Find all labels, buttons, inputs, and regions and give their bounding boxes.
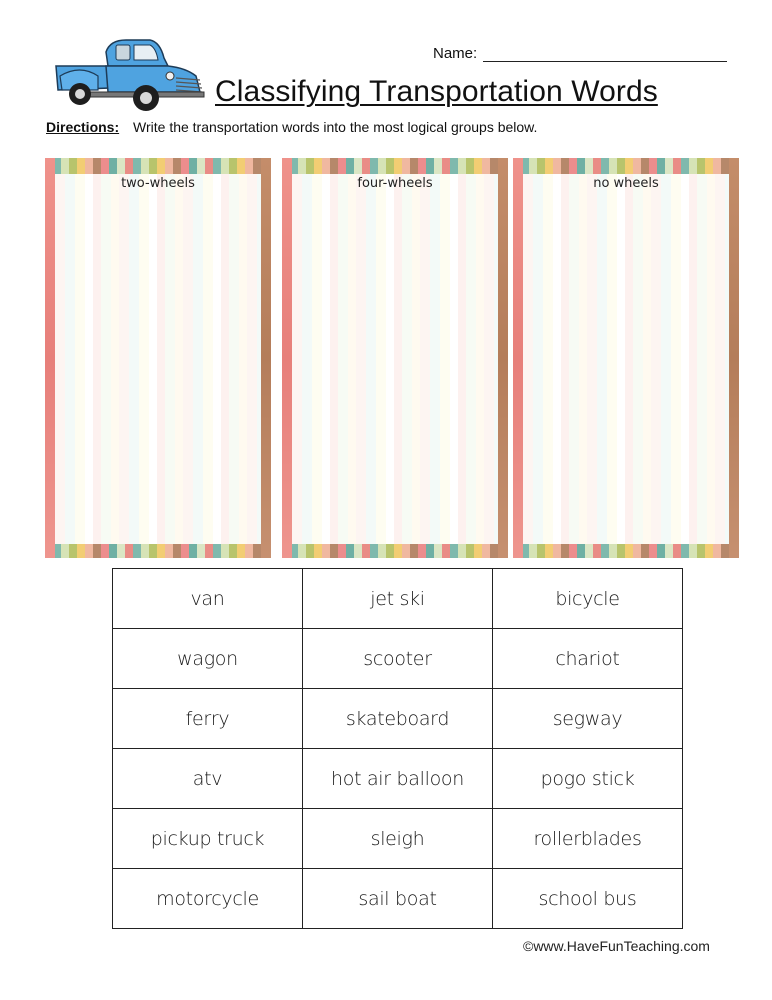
table-row: [113, 629, 683, 689]
page-title: Classifying Transportation Words: [215, 75, 658, 108]
word-cell: sleigh: [303, 809, 493, 869]
word-cell: segway: [493, 689, 683, 749]
table-row: [113, 689, 683, 749]
word-cell: motorcycle: [113, 869, 303, 929]
pickup-truck-icon: [50, 36, 210, 114]
word-cell: atv: [113, 749, 303, 809]
word-cell: bicycle: [493, 569, 683, 629]
group-label: four-wheels: [357, 176, 433, 191]
group-box-four-wheels[interactable]: [282, 158, 508, 558]
word-cell: chariot: [493, 629, 683, 689]
border-left: [513, 158, 523, 558]
word-cell: scooter: [303, 629, 493, 689]
word-cell: pogo stick: [493, 749, 683, 809]
group-box-no-wheels[interactable]: [513, 158, 739, 558]
name-input-line[interactable]: [483, 47, 727, 62]
table-row: [113, 569, 683, 629]
word-cell: rollerblades: [493, 809, 683, 869]
word-cell: school bus: [493, 869, 683, 929]
group-label: two-wheels: [121, 176, 195, 191]
word-cell: pickup truck: [113, 809, 303, 869]
writing-area[interactable]: [292, 174, 498, 544]
name-field-row: [433, 45, 727, 62]
word-cell: skateboard: [303, 689, 493, 749]
border-left: [45, 158, 55, 558]
border-right: [729, 158, 739, 558]
word-cell: hot air balloon: [303, 749, 493, 809]
word-cell: ferry: [113, 689, 303, 749]
table-row: [113, 809, 683, 869]
border-left: [282, 158, 292, 558]
word-cell: jet ski: [303, 569, 493, 629]
directions-text: Write the transportation words into the most logical groups below.: [133, 119, 538, 135]
group-label: no wheels: [593, 176, 659, 191]
table-row: [113, 869, 683, 929]
word-bank-table: [112, 568, 683, 929]
writing-area[interactable]: [55, 174, 261, 544]
group-box-two-wheels[interactable]: [45, 158, 271, 558]
word-cell: van: [113, 569, 303, 629]
word-cell: sail boat: [303, 869, 493, 929]
table-row: [113, 749, 683, 809]
copyright-footer: ©www.HaveFunTeaching.com: [523, 938, 710, 954]
border-right: [261, 158, 271, 558]
directions-label: Directions:: [46, 119, 120, 135]
border-right: [498, 158, 508, 558]
name-label: Name:: [433, 45, 478, 62]
word-cell: wagon: [113, 629, 303, 689]
directions: [46, 119, 537, 135]
writing-area[interactable]: [523, 174, 729, 544]
